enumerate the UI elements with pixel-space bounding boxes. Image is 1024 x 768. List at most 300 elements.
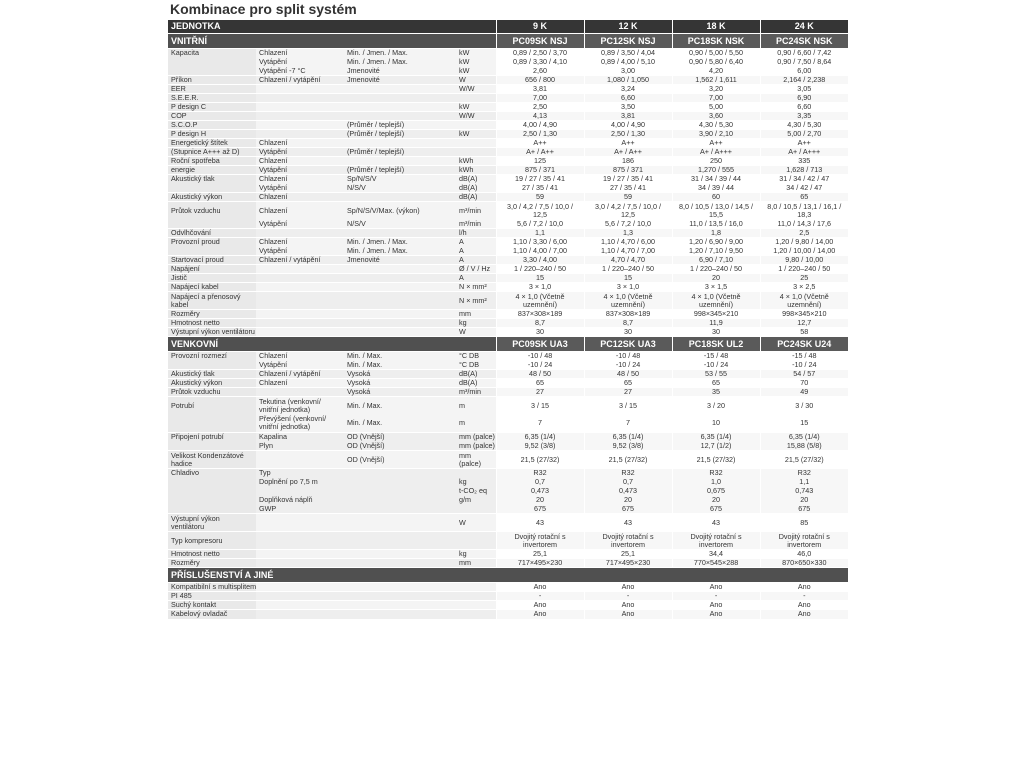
value-cell: -15 / 48 [672, 352, 760, 361]
value-cell: Ano [672, 583, 760, 592]
row-condition: (Průměr / teplejší) [344, 130, 456, 139]
table-row [168, 328, 848, 337]
value-cell: R32 [584, 469, 672, 478]
row-group-label [168, 496, 256, 505]
table-row [168, 370, 848, 379]
value-cell: 7 [584, 415, 672, 433]
value-cell: 15 [584, 274, 672, 283]
value-cell: 0,89 / 3,50 / 4,04 [584, 49, 672, 58]
table-row [168, 283, 848, 292]
value-cell: 837×308×189 [496, 310, 584, 319]
row-sub-label: Chlazení / vytápění [256, 370, 344, 379]
capacity-24k: 24 K [760, 20, 848, 34]
table-row [168, 559, 848, 568]
row-sub-label [256, 610, 344, 619]
value-cell: 4,20 [672, 67, 760, 76]
row-group-label: Potrubí [168, 397, 256, 415]
section-header-accessories [168, 568, 848, 583]
value-cell: Ano [672, 610, 760, 619]
table-row [168, 67, 848, 76]
value-cell: 43 [584, 514, 672, 532]
value-cell: A++ [672, 139, 760, 148]
row-unit: kg [456, 478, 496, 487]
row-unit: A [456, 247, 496, 256]
value-cell: 19 / 27 / 35 / 41 [496, 175, 584, 184]
table-row [168, 202, 848, 220]
value-cell: 5,00 [672, 103, 760, 112]
value-cell: 0,90 / 5,00 / 5,50 [672, 49, 760, 58]
row-group-label: Energetický štítek [168, 139, 256, 148]
value-cell: 27 / 35 / 41 [496, 184, 584, 193]
value-cell: 1,20 / 6,90 / 9,00 [672, 238, 760, 247]
table-row [168, 229, 848, 238]
row-group-label: Jistič [168, 274, 256, 283]
value-cell: 2,164 / 2,238 [760, 76, 848, 85]
value-cell: -10 / 24 [672, 361, 760, 370]
value-cell: 65 [760, 193, 848, 202]
value-cell: -10 / 24 [760, 361, 848, 370]
row-sub-label: Kapalina [256, 433, 344, 442]
row-unit: mm (palce) [456, 451, 496, 469]
row-unit: A [456, 274, 496, 283]
value-cell: R32 [760, 469, 848, 478]
value-cell: Ano [760, 601, 848, 610]
row-unit: m³/min [456, 388, 496, 397]
value-cell: 21,5 (27/32) [584, 451, 672, 469]
row-group-label: Průtok vzduchu [168, 388, 256, 397]
value-cell: 21,5 (27/32) [496, 451, 584, 469]
value-cell: 20 [672, 496, 760, 505]
value-cell: 20 [672, 274, 760, 283]
value-cell: Ano [496, 601, 584, 610]
row-sub-label [256, 328, 344, 337]
value-cell: 85 [760, 514, 848, 532]
value-cell: A++ [760, 139, 848, 148]
value-cell: 1,20 / 9,80 / 14,00 [760, 238, 848, 247]
row-group-label [168, 505, 256, 514]
value-cell: R32 [672, 469, 760, 478]
row-sub-label [256, 103, 344, 112]
value-cell: 0,90 / 6,60 / 7,42 [760, 49, 848, 58]
row-sub-label [256, 94, 344, 103]
row-group-label: Napájecí kabel [168, 283, 256, 292]
value-cell: 58 [760, 328, 848, 337]
value-cell: - [496, 592, 584, 601]
value-cell: -10 / 48 [496, 352, 584, 361]
value-cell: 54 / 57 [760, 370, 848, 379]
row-sub-label [256, 550, 344, 559]
value-cell: 3 / 15 [584, 397, 672, 415]
value-cell: 12,7 [760, 319, 848, 328]
row-condition: Vysoká [344, 379, 456, 388]
table-row [168, 310, 848, 319]
table-row [168, 49, 848, 58]
row-sub-label [256, 514, 344, 532]
value-cell: 60 [672, 193, 760, 202]
indoor-model: PC24SK NSK [760, 34, 848, 49]
row-group-label [168, 220, 256, 229]
row-group-label: Suchý kontakt [168, 601, 256, 610]
row-unit [456, 469, 496, 478]
row-sub-label [256, 319, 344, 328]
row-unit: mm [456, 310, 496, 319]
value-cell: 0,90 / 7,50 / 8,64 [760, 58, 848, 67]
value-cell: 2,50 / 1,30 [496, 130, 584, 139]
table-row [168, 397, 848, 415]
value-cell: 34,4 [672, 550, 760, 559]
row-group-label: Akustický tlak [168, 370, 256, 379]
row-condition: OD (Vnější) [344, 442, 456, 451]
row-sub-label [256, 601, 344, 610]
table-row [168, 292, 848, 310]
section-label-accessories: PŘÍSLUŠENSTVÍ A JINÉ [168, 568, 848, 583]
row-sub-label: GWP [256, 505, 344, 514]
value-cell: A++ [584, 139, 672, 148]
value-cell: 837×308×189 [584, 310, 672, 319]
row-group-label: Rozměry [168, 310, 256, 319]
value-cell: 1,10 / 4,70 / 7,00 [584, 247, 672, 256]
value-cell: 1,562 / 1,611 [672, 76, 760, 85]
row-unit: g/m [456, 496, 496, 505]
row-sub-label [256, 265, 344, 274]
row-condition [344, 601, 456, 610]
row-sub-label: Chlazení [256, 157, 344, 166]
row-unit: N × mm² [456, 283, 496, 292]
value-cell: 21,5 (27/32) [672, 451, 760, 469]
row-group-label: Průtok vzduchu [168, 202, 256, 220]
row-group-label: energie [168, 166, 256, 175]
row-group-label: Výstupní výkon ventilátoru [168, 328, 256, 337]
value-cell: - [584, 592, 672, 601]
value-cell: 8,0 / 10,5 / 13,0 / 14,5 / 15,5 [672, 202, 760, 220]
value-cell: 11,0 / 14,3 / 17,6 [760, 220, 848, 229]
row-unit: Ø / V / Hz [456, 265, 496, 274]
row-sub-label [256, 85, 344, 94]
section-header-outdoor [168, 337, 848, 352]
row-sub-label [256, 283, 344, 292]
row-sub-label: Chlazení / vytápění [256, 76, 344, 85]
row-sub-label [256, 559, 344, 568]
value-cell: 998×345×210 [760, 310, 848, 319]
row-unit: dB(A) [456, 193, 496, 202]
value-cell: 6,60 [584, 94, 672, 103]
row-condition [344, 469, 456, 478]
row-unit: W [456, 514, 496, 532]
row-sub-label: Vytápění -7 °C [256, 67, 344, 76]
table-row [168, 112, 848, 121]
row-condition [344, 265, 456, 274]
value-cell: 3,90 / 2,10 [672, 130, 760, 139]
value-cell: 1,3 [584, 229, 672, 238]
table-row [168, 478, 848, 487]
value-cell: 4 × 1,0 (Včetně uzemnění) [760, 292, 848, 310]
row-condition [344, 559, 456, 568]
row-condition [344, 94, 456, 103]
row-group-label: Akustický tlak [168, 175, 256, 184]
page-title: Kombinace pro split systém [170, 1, 357, 17]
row-unit: A [456, 256, 496, 265]
value-cell: -15 / 48 [760, 352, 848, 361]
row-unit: W/W [456, 85, 496, 94]
value-cell: 875 / 371 [496, 166, 584, 175]
row-condition: Vysoká [344, 388, 456, 397]
value-cell: 3,30 / 4,00 [496, 256, 584, 265]
value-cell: Dvojitý rotační s invertorem [496, 532, 584, 550]
value-cell: 3 / 15 [496, 397, 584, 415]
row-unit: m³/min [456, 202, 496, 220]
value-cell: 59 [584, 193, 672, 202]
row-group-label: EER [168, 85, 256, 94]
row-group-label: Typ kompresoru [168, 532, 256, 550]
value-cell: 30 [496, 328, 584, 337]
row-unit: kW [456, 58, 496, 67]
table-row [168, 85, 848, 94]
value-cell: 3 / 20 [672, 397, 760, 415]
value-cell: 46,0 [760, 550, 848, 559]
table-row [168, 496, 848, 505]
value-cell: 4,70 / 4,70 [584, 256, 672, 265]
row-condition: (Průměr / teplejší) [344, 166, 456, 175]
value-cell: 10 [672, 415, 760, 433]
value-cell: 6,60 [760, 103, 848, 112]
table-row [168, 94, 848, 103]
value-cell: 3,20 [672, 85, 760, 94]
section-label-outdoor: VENKOVNÍ [168, 337, 496, 352]
row-unit: mm (palce) [456, 433, 496, 442]
row-sub-label: Tekutina (venkovní/ vnitřní jednotka) [256, 397, 344, 415]
row-group-label: Napájecí a přenosový kabel [168, 292, 256, 310]
value-cell: 0,7 [496, 478, 584, 487]
row-sub-label: Vytápění [256, 247, 344, 256]
row-unit: mm (palce) [456, 442, 496, 451]
value-cell: 4,30 / 5,30 [760, 121, 848, 130]
row-sub-label [256, 388, 344, 397]
row-unit [456, 601, 496, 610]
value-cell: 3,60 [672, 112, 760, 121]
value-cell: 8,0 / 10,5 / 13,1 / 16,1 / 18,3 [760, 202, 848, 220]
row-sub-label [256, 229, 344, 238]
section-label-indoor: VNITŘNÍ [168, 34, 496, 49]
row-condition: N/S/V [344, 184, 456, 193]
row-unit: t-CO₂ eq [456, 487, 496, 496]
value-cell: 6,00 [760, 67, 848, 76]
row-sub-label [256, 274, 344, 283]
row-condition: Jmenovité [344, 67, 456, 76]
value-cell: 1,628 / 713 [760, 166, 848, 175]
row-sub-label: Chlazení [256, 352, 344, 361]
value-cell: Dvojitý rotační s invertorem [672, 532, 760, 550]
table-row [168, 469, 848, 478]
row-unit [456, 610, 496, 619]
row-sub-label: Doplňková náplň [256, 496, 344, 505]
row-condition [344, 496, 456, 505]
value-cell: 3,24 [584, 85, 672, 94]
row-group-label: Chladivo [168, 469, 256, 478]
table-row [168, 388, 848, 397]
row-condition [344, 139, 456, 148]
row-group-label: Rozměry [168, 559, 256, 568]
spec-body [168, 20, 848, 619]
row-group-label: Napájení [168, 265, 256, 274]
value-cell: -10 / 48 [584, 352, 672, 361]
value-cell: 65 [672, 379, 760, 388]
value-cell: 5,00 / 2,70 [760, 130, 848, 139]
value-cell: - [672, 592, 760, 601]
row-condition: Vysoká [344, 370, 456, 379]
value-cell: 875 / 371 [584, 166, 672, 175]
value-cell: 7 [496, 415, 584, 433]
row-unit: kWh [456, 166, 496, 175]
value-cell: Ano [496, 583, 584, 592]
row-sub-label: Chlazení [256, 139, 344, 148]
value-cell: 43 [672, 514, 760, 532]
value-cell: 25 [760, 274, 848, 283]
value-cell: 4 × 1,0 (Včetně uzemnění) [584, 292, 672, 310]
row-condition: Min. / Jmen. / Max. [344, 58, 456, 67]
value-cell: 9,52 (3/8) [496, 442, 584, 451]
row-condition: Min. / Jmen. / Max. [344, 247, 456, 256]
value-cell: 2,60 [496, 67, 584, 76]
row-sub-label [256, 121, 344, 130]
value-cell: 31 / 34 / 42 / 47 [760, 175, 848, 184]
table-row [168, 274, 848, 283]
row-unit: m [456, 397, 496, 415]
row-group-label: (Stupnice A+++ až D) [168, 148, 256, 157]
row-unit [456, 583, 496, 592]
table-row [168, 193, 848, 202]
row-condition [344, 583, 456, 592]
value-cell: Ano [584, 601, 672, 610]
value-cell: - [760, 592, 848, 601]
value-cell: 65 [496, 379, 584, 388]
value-cell: 656 / 800 [496, 76, 584, 85]
value-cell: 870×650×330 [760, 559, 848, 568]
table-row [168, 610, 848, 619]
unit-header-row [168, 20, 848, 34]
outdoor-model: PC24SK U24 [760, 337, 848, 352]
row-sub-label: Vytápění [256, 166, 344, 175]
outdoor-model: PC18SK UL2 [672, 337, 760, 352]
value-cell: 3,05 [760, 85, 848, 94]
value-cell: 125 [496, 157, 584, 166]
value-cell: 335 [760, 157, 848, 166]
value-cell: 1 / 220–240 / 50 [760, 265, 848, 274]
row-unit [456, 94, 496, 103]
table-row [168, 256, 848, 265]
value-cell: 675 [760, 505, 848, 514]
value-cell: 48 / 50 [584, 370, 672, 379]
indoor-model: PC12SK NSJ [584, 34, 672, 49]
row-condition [344, 319, 456, 328]
row-condition [344, 310, 456, 319]
row-group-label: Provozní rozmezí [168, 352, 256, 361]
row-sub-label [256, 292, 344, 310]
value-cell: 11,0 / 13,5 / 16,0 [672, 220, 760, 229]
row-group-label: PI 485 [168, 592, 256, 601]
indoor-model: PC09SK NSJ [496, 34, 584, 49]
row-group-label [168, 67, 256, 76]
row-group-label [168, 361, 256, 370]
row-unit: m [456, 415, 496, 433]
table-row [168, 352, 848, 361]
value-cell: 30 [584, 328, 672, 337]
row-group-label [168, 442, 256, 451]
row-unit: dB(A) [456, 184, 496, 193]
section-header-indoor [168, 34, 848, 49]
row-unit: A [456, 238, 496, 247]
row-condition [344, 85, 456, 94]
value-cell: A+ / A++ [584, 148, 672, 157]
row-sub-label: Chlazení [256, 238, 344, 247]
value-cell: -10 / 24 [496, 361, 584, 370]
table-row [168, 583, 848, 592]
row-group-label [168, 487, 256, 496]
row-unit [456, 592, 496, 601]
row-unit: mm [456, 559, 496, 568]
row-unit: °C DB [456, 352, 496, 361]
row-group-label: P design C [168, 103, 256, 112]
value-cell: 11,9 [672, 319, 760, 328]
row-unit [456, 148, 496, 157]
table-row [168, 238, 848, 247]
row-group-label: Připojení potrubí [168, 433, 256, 442]
row-condition [344, 103, 456, 112]
row-condition [344, 550, 456, 559]
value-cell: A++ [496, 139, 584, 148]
table-row [168, 139, 848, 148]
row-condition [344, 274, 456, 283]
row-group-label: Kabelový ovladač [168, 610, 256, 619]
value-cell: 2,50 [496, 103, 584, 112]
value-cell: Ano [584, 610, 672, 619]
row-condition [344, 283, 456, 292]
value-cell: 675 [584, 505, 672, 514]
row-condition: Sp/N/S/V [344, 175, 456, 184]
value-cell: 1,080 / 1,050 [584, 76, 672, 85]
row-unit: dB(A) [456, 379, 496, 388]
value-cell: 48 / 50 [496, 370, 584, 379]
value-cell: 1 / 220–240 / 50 [584, 265, 672, 274]
table-row [168, 103, 848, 112]
row-unit: kW [456, 49, 496, 58]
row-unit: W [456, 76, 496, 85]
value-cell: 3,81 [496, 85, 584, 94]
row-group-label: Hmotnost netto [168, 550, 256, 559]
value-cell: 4 × 1,0 (Včetně uzemnění) [496, 292, 584, 310]
value-cell: -10 / 24 [584, 361, 672, 370]
value-cell: Dvojitý rotační s invertorem [760, 532, 848, 550]
row-unit: dB(A) [456, 175, 496, 184]
row-condition: Min. / Max. [344, 352, 456, 361]
value-cell: 0,743 [760, 487, 848, 496]
row-condition: Min. / Jmen. / Max. [344, 238, 456, 247]
table-row [168, 130, 848, 139]
indoor-model: PC18SK NSK [672, 34, 760, 49]
row-condition [344, 505, 456, 514]
row-unit [456, 532, 496, 550]
row-condition: Jmenovité [344, 76, 456, 85]
capacity-9k: 9 K [496, 20, 584, 34]
value-cell: 4,00 / 4,90 [496, 121, 584, 130]
table-row [168, 175, 848, 184]
row-condition [344, 592, 456, 601]
row-sub-label: Chlazení [256, 49, 344, 58]
value-cell: 0,473 [584, 487, 672, 496]
table-row [168, 76, 848, 85]
table-row [168, 487, 848, 496]
spec-table [168, 20, 848, 619]
value-cell: 20 [496, 496, 584, 505]
